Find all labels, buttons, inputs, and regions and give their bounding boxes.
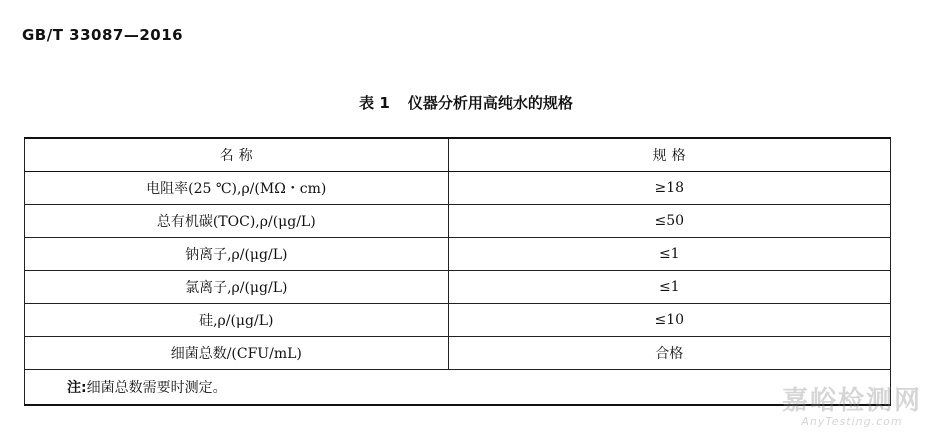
table-row bbox=[25, 271, 891, 304]
column-header-spec: 规 格 bbox=[448, 138, 890, 172]
row-name-cell: 硅,ρ/(μg/L) bbox=[25, 304, 449, 337]
table-row bbox=[25, 238, 891, 271]
row-spec-cell: ≤1 bbox=[448, 238, 890, 271]
watermark-logo-text: 嘉峪检测网 bbox=[781, 386, 922, 416]
table-row bbox=[25, 172, 891, 205]
table-caption bbox=[0, 92, 932, 113]
watermark-url: AnyTesting.com bbox=[801, 415, 903, 428]
note-label: 注: bbox=[67, 380, 87, 396]
row-name-cell: 钠离子,ρ/(μg/L) bbox=[25, 238, 449, 271]
row-name-cell: 总有机碳(TOC),ρ/(μg/L) bbox=[25, 205, 449, 238]
column-header-name: 名 称 bbox=[25, 138, 449, 172]
table-number: 表 1 bbox=[359, 94, 390, 112]
note-text: 细菌总数需要时测定。 bbox=[86, 380, 227, 396]
row-name-cell: 电阻率(25 ℃),ρ/(MΩ・cm) bbox=[25, 172, 449, 205]
row-spec-cell: ≤50 bbox=[448, 205, 890, 238]
standard-code: GB/T 33087—2016 bbox=[22, 26, 184, 44]
row-spec-cell: ≤10 bbox=[448, 304, 890, 337]
row-spec-cell: ≥18 bbox=[448, 172, 890, 205]
table-header-row bbox=[25, 138, 891, 172]
table-title: 仪器分析用高纯水的规格 bbox=[407, 94, 573, 112]
table-note-row bbox=[25, 370, 891, 406]
row-name-cell: 氯离子,ρ/(μg/L) bbox=[25, 271, 449, 304]
row-spec-cell: 合格 bbox=[448, 337, 890, 370]
table-row bbox=[25, 304, 891, 337]
specification-table bbox=[24, 137, 891, 406]
row-spec-cell: ≤1 bbox=[448, 271, 890, 304]
table-row bbox=[25, 337, 891, 370]
table-row bbox=[25, 205, 891, 238]
row-name-cell: 细菌总数/(CFU/mL) bbox=[25, 337, 449, 370]
watermark bbox=[782, 387, 922, 428]
table-note bbox=[25, 370, 891, 406]
